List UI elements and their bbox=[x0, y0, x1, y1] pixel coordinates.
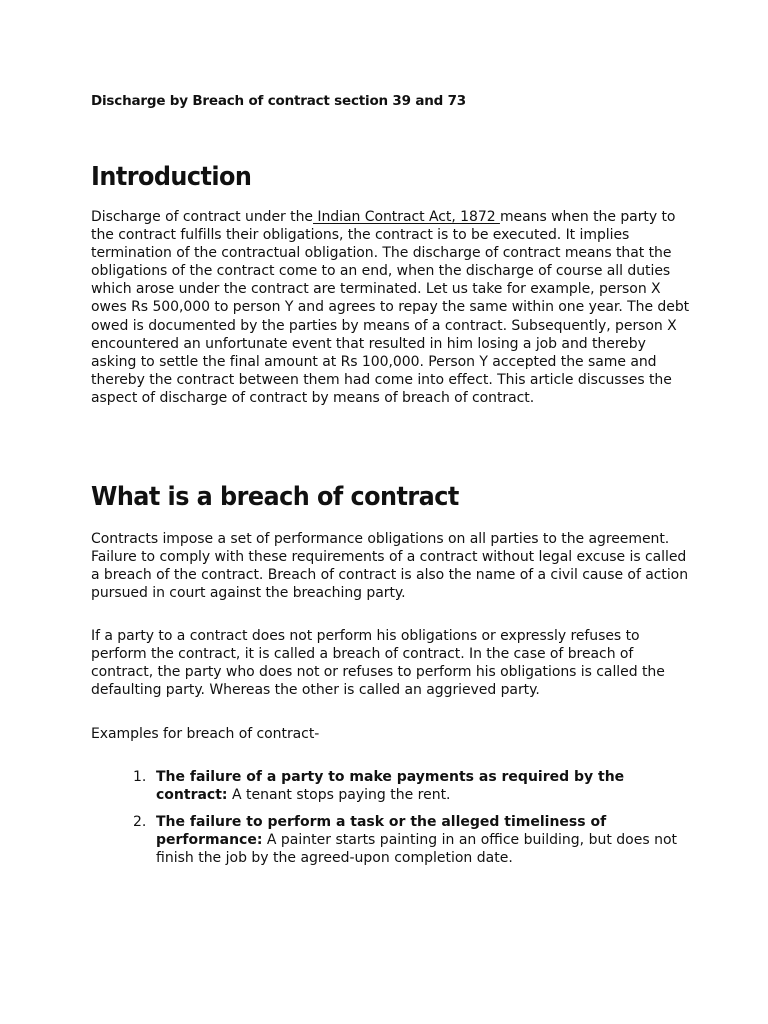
heading-introduction: Introduction bbox=[91, 162, 252, 192]
introduction-paragraph bbox=[91, 208, 691, 407]
examples-intro: Examples for breach of contract- bbox=[91, 726, 320, 742]
indian-contract-act-link[interactable]: Indian Contract Act, 1872 bbox=[313, 209, 500, 225]
introduction-text-end: means when the party to the contract fulfills their obligations, the contract is to be executed. It implies termination of the contractual obligation. The discharge of contract means that the obligations of the contract come to an end, when the discharge of course all duties which arose under the contract are terminated. Let us take for example, person X owes Rs 500,000 to person Y and agrees to repay the same within one year. The debt owed is documented by the parties by means of a contract. Subsequently, person X encountered an unfortunate event that resulted in him losing a job and thereby asking to settle the final amount at Rs 100,000. Person Y accepted the same and thereby the contract between them had come into effect. This article discusses the aspect of discharge of contract by means of breach of contract. bbox=[91, 209, 690, 406]
heading-what-is-breach: What is a breach of contract bbox=[91, 482, 459, 512]
breach-paragraph-1: Contracts impose a set of performance obligations on all parties to the agreement. Failure to comply with these requirements of a contract without legal excuse is called a breach of the contract. Breach of contract is also the name of a civil cause of action pursued in court against the breaching party. bbox=[91, 531, 689, 602]
list-item-bold-text: The failure of a party to make payments as required by the contract: bbox=[156, 769, 625, 804]
list-item-number: 1. bbox=[133, 769, 147, 785]
list-item-text: A tenant stops paying the rent. bbox=[227, 787, 451, 804]
list-item-number: 2. bbox=[133, 814, 147, 831]
examples-list bbox=[91, 768, 686, 876]
list-item bbox=[91, 768, 686, 804]
breach-paragraph-2: If a party to a contract does not perform his obligations or expressly refuses to perform the contract, it is called a breach of contract. In the case of breach of contract, the party who does not or refuses to perform his obligations is called the defaulting party. Whereas the other is called an aggrieved party. bbox=[91, 628, 665, 699]
introduction-text-start: Discharge of contract under the bbox=[91, 209, 313, 225]
document-title: Discharge by Breach of contract section 39 and 73 bbox=[91, 93, 466, 109]
list-item-text: A painter starts painting in an office building, but does not finish the job by the agreed-upon completion date. bbox=[156, 832, 678, 867]
list-item-bold-text: The failure to perform a task or the alleged timeliness of performance: bbox=[156, 814, 607, 849]
list-item bbox=[91, 813, 686, 867]
